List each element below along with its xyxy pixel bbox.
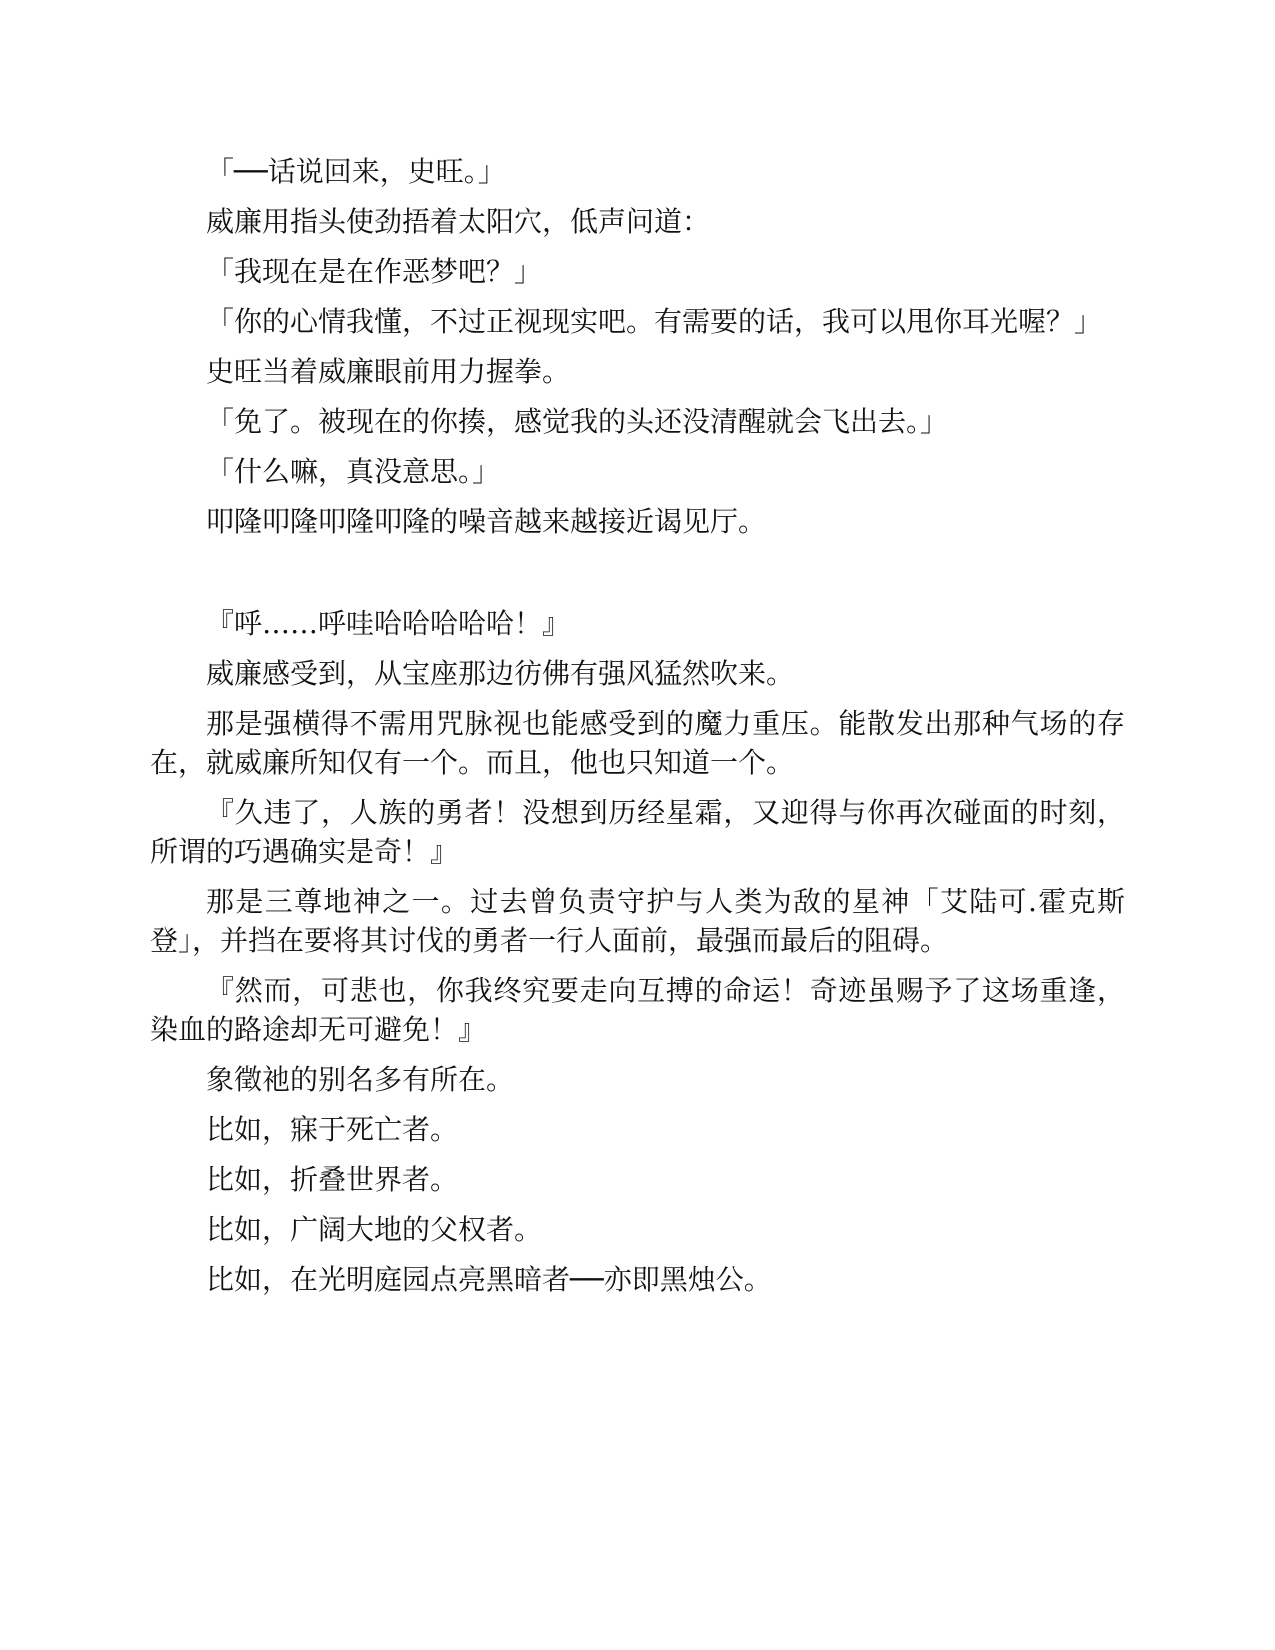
paragraph: 比如，寐于死亡者。 xyxy=(206,1113,459,1146)
paragraph: 『呼……呼哇哈哈哈哈哈！』 xyxy=(206,607,571,640)
paragraph: 威廉用指头使劲捂着太阳穴，低声问道： xyxy=(206,205,711,238)
paragraph: 『然而，可悲也，你我终究要走向互搏的命运！奇迹虽赐予了这场重逢，染血的路途却无可避免！』 xyxy=(150,974,1125,1046)
paragraph: 「──话说回来，史旺。」 xyxy=(206,155,506,188)
paragraph: 「什么嘛，真没意思。」 xyxy=(206,455,501,488)
paragraph: 比如，广阔大地的父权者。 xyxy=(206,1213,543,1246)
paragraph: 那是强横得不需用咒脉视也能感受到的魔力重压。能散发出那种气场的存在，就威廉所知仅有一个。而且，他也只知道一个。 xyxy=(150,707,1125,779)
paragraph: 比如，折叠世界者。 xyxy=(206,1163,459,1196)
paragraph: 史旺当着威廉眼前用力握拳。 xyxy=(206,355,571,388)
paragraph: 「免了。被现在的你揍，感觉我的头还没清醒就会飞出去。」 xyxy=(206,405,949,438)
paragraph: 「我现在是在作恶梦吧？」 xyxy=(206,255,543,288)
paragraph: 那是三尊地神之一。过去曾负责守护与人类为敌的星神「艾陆可.霍克斯登」，并挡在要将其讨伐的勇者一行人面前，最强而最后的阻碍。 xyxy=(150,885,1125,957)
paragraph: 叩隆叩隆叩隆叩隆的噪音越来越接近谒见厅。 xyxy=(206,505,767,538)
document-page xyxy=(150,152,1125,1310)
paragraph: 『久违了，人族的勇者！没想到历经星霜，又迎得与你再次碰面的时刻，所谓的巧遇确实是奇！』 xyxy=(150,796,1125,868)
paragraph: 象徵祂的别名多有所在。 xyxy=(206,1063,515,1096)
paragraph: 「你的心情我懂，不过正视现实吧。有需要的话，我可以甩你耳光喔？」 xyxy=(206,305,1103,338)
paragraph: 威廉感受到，从宝座那边彷佛有强风猛然吹来。 xyxy=(206,657,795,690)
paragraph: 比如，在光明庭园点亮黑暗者──亦即黑烛公。 xyxy=(206,1263,772,1296)
section-break xyxy=(150,552,1125,604)
